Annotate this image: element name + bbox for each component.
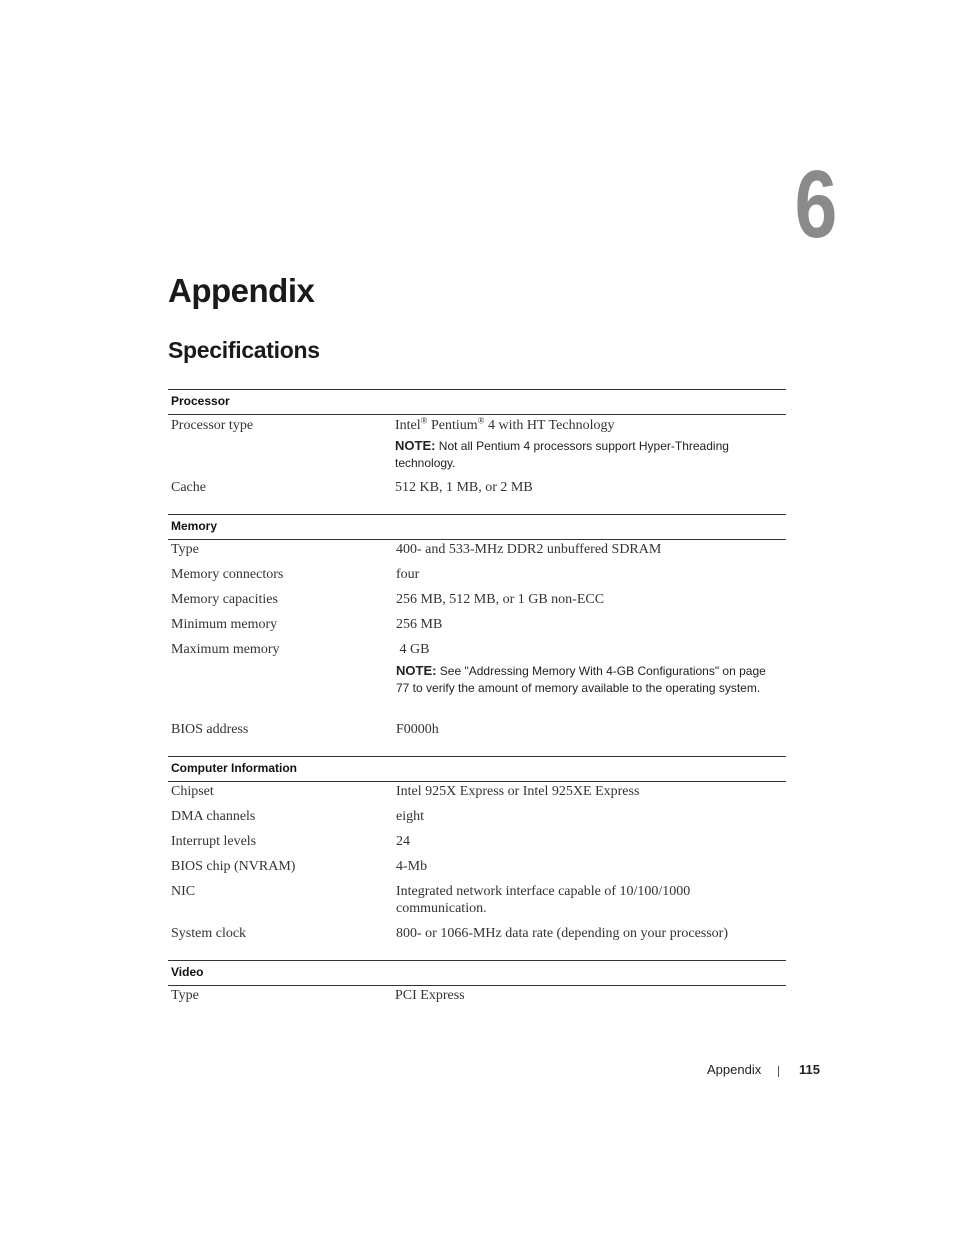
spec-value-processor-type: Intel® Pentium® 4 with HT Technology [395, 415, 615, 433]
spec-value-cache: 512 KB, 1 MB, or 2 MB [395, 480, 533, 495]
spec-value-chipset: Intel 925X Express or Intel 925XE Express [396, 784, 640, 799]
spec-value-bios-address: F0000h [396, 722, 439, 737]
spec-value-dma-channels: eight [396, 809, 424, 824]
note-memory-configurations: NOTE: See "Addressing Memory With 4-GB Configurations" on page 77 to verify the amount of memory available to the operating system. [396, 663, 766, 695]
footer-divider [778, 1066, 779, 1077]
spec-value-bios-chip: 4-Mb [396, 859, 428, 874]
spec-label-interrupt-levels: Interrupt levels [171, 834, 257, 849]
table-section-computer-information [168, 756, 786, 782]
spec-label-cache: Cache [171, 480, 206, 495]
spec-label-dma-channels: DMA channels [171, 809, 256, 824]
spec-value-memory-connectors: four [396, 567, 420, 582]
table-section-processor [168, 389, 786, 415]
table-section-video [168, 960, 786, 986]
spec-value-system-clock: 800- or 1066-MHz data rate (depending on your processor) [396, 926, 729, 941]
spec-value-memory-type: 400- and 533-MHz DDR2 unbuffered SDRAM [396, 542, 662, 557]
registered-mark: ® [420, 415, 428, 426]
spec-value-interrupt-levels: 24 [396, 834, 410, 849]
table-section-memory [168, 514, 786, 540]
note-hyper-threading: NOTE: Not all Pentium 4 processors support Hyper-Threading technology. [395, 438, 729, 470]
section-header-label: Video [171, 965, 204, 979]
spec-value-nic: Integrated network interface capable of 10/100/1000 communication. [396, 884, 691, 916]
section-header-label: Computer Information [171, 761, 297, 775]
spec-value-video-type: PCI Express [395, 988, 465, 1003]
note-label: NOTE: [396, 663, 437, 678]
spec-label-maximum-memory: Maximum memory [171, 642, 280, 657]
section-header-label: Memory [171, 519, 218, 533]
note-label: NOTE: [395, 438, 436, 453]
section-title: Specifications [168, 337, 320, 363]
spec-label-memory-type: Type [171, 542, 199, 557]
spec-label-nic: NIC [171, 884, 196, 899]
spec-label-video-type: Type [171, 988, 199, 1003]
footer-section-name: Appendix [707, 1062, 762, 1077]
spec-label-minimum-memory: Minimum memory [171, 617, 278, 632]
spec-label-system-clock: System clock [171, 926, 247, 941]
chapter-title: Appendix [168, 272, 315, 309]
spec-label-bios-chip: BIOS chip (NVRAM) [171, 859, 296, 874]
spec-value-maximum-memory: 4 GB [396, 642, 430, 657]
spec-value-minimum-memory: 256 MB [396, 617, 443, 632]
spec-label-bios-address: BIOS address [171, 722, 249, 737]
spec-label-memory-capacities: Memory capacities [171, 592, 278, 607]
spec-label-memory-connectors: Memory connectors [171, 567, 284, 582]
spec-label-processor-type: Processor type [171, 418, 254, 433]
spec-label-chipset: Chipset [171, 784, 214, 799]
section-header-label: Processor [171, 394, 230, 408]
spec-value-memory-capacities: 256 MB, 512 MB, or 1 GB non-ECC [396, 592, 605, 607]
page-number: 115 [799, 1062, 820, 1077]
chapter-number: 6 [794, 151, 838, 258]
registered-mark: ® [477, 415, 485, 426]
